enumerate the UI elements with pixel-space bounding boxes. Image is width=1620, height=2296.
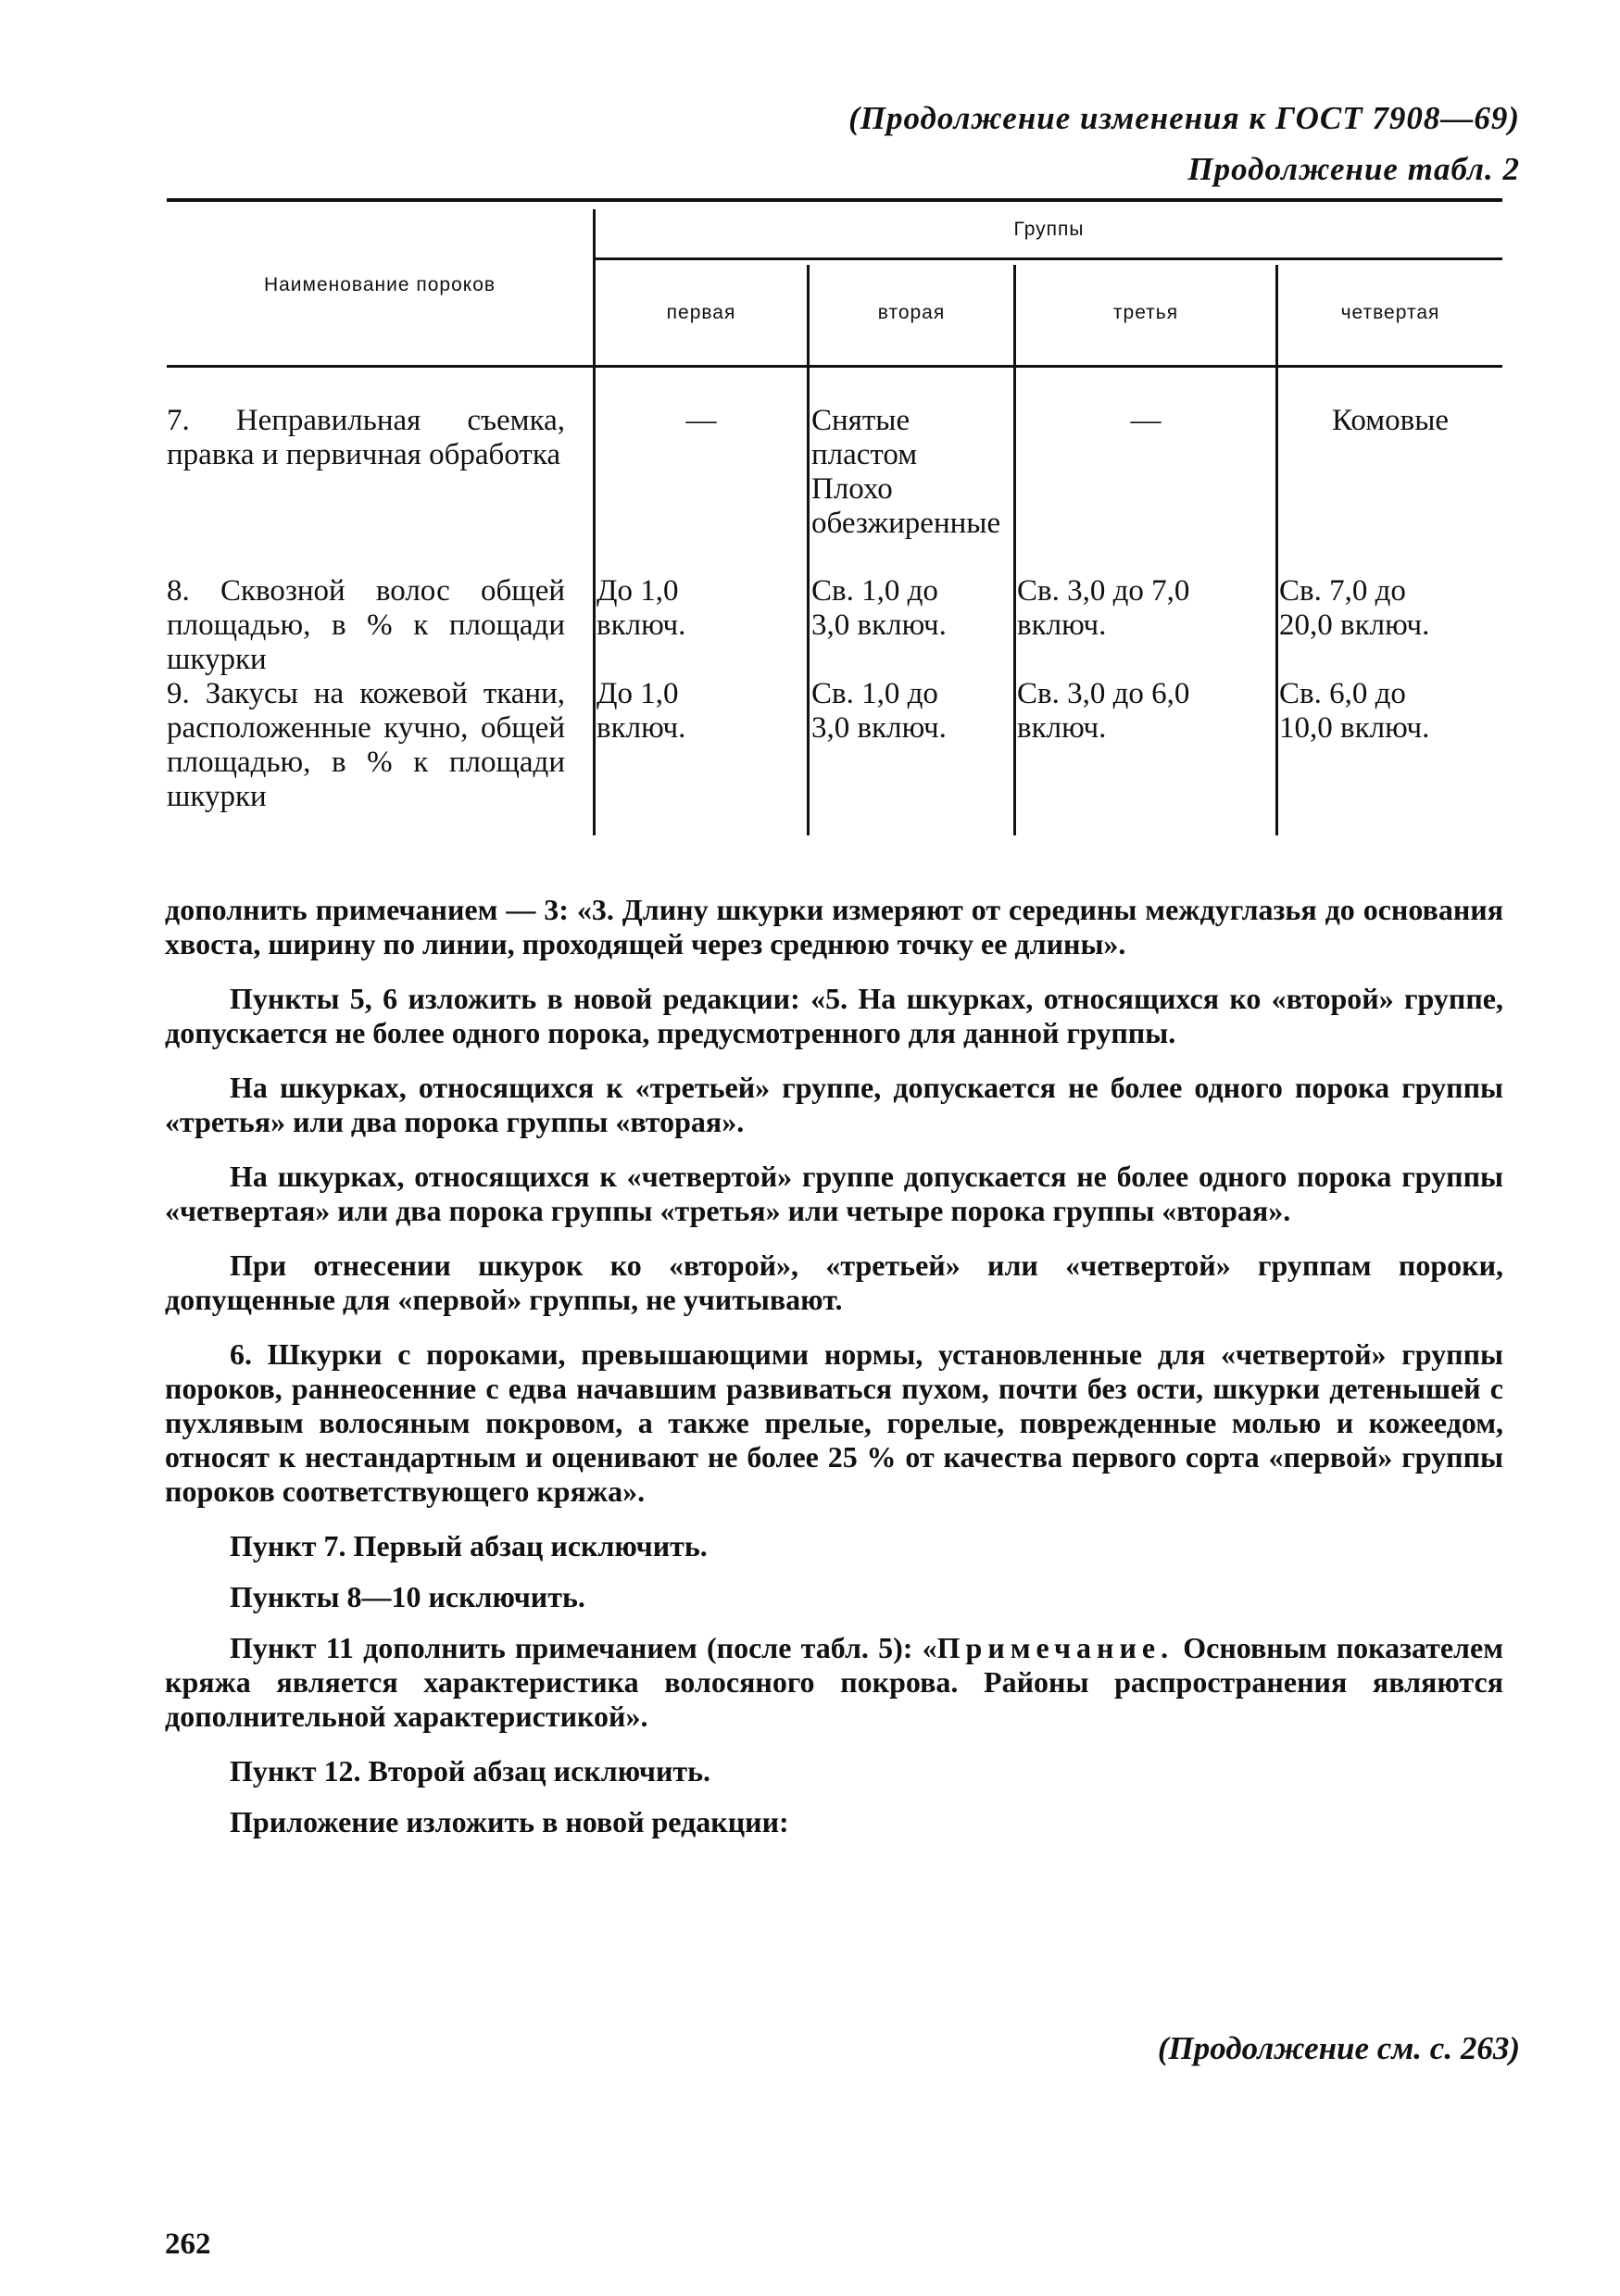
table-vline-3 <box>1013 265 1016 835</box>
col-header-group-2: вторая <box>877 302 946 323</box>
paragraph-items-8-10: Пункты 8—10 исключить. <box>230 1580 585 1613</box>
continuation-title: (Продолжение изменения к ГОСТ 7908—69) <box>848 100 1520 136</box>
table-continuation-label: Продолжение табл. 2 <box>1187 151 1520 187</box>
paragraph-item-11 <box>165 1631 1503 1734</box>
paragraph-first-group-defects: При отнесении шкурок ко «второй», «третьей» или «четвертой» группам пороки, допущенные для «первой» группы, не учитывают. <box>165 1248 1503 1316</box>
table-row-8-group-4: Св. 7,0 до 20,0 включ. <box>1279 574 1430 642</box>
table-row-7-group-4: Комовые <box>1331 404 1450 437</box>
paragraph-item-12: Пункт 12. Второй абзац исключить. <box>230 1754 711 1788</box>
paragraph-fourth-group: На шкурках, относящихся к «четвертой» группе допускается не более одного порока группы «четвертая» или два порока группы «третья» или четыре порока группы «вторая». <box>165 1160 1503 1227</box>
table-row-9-group-2: Св. 1,0 до 3,0 включ. <box>811 677 947 745</box>
note-label: Примечание. <box>936 1631 1174 1664</box>
continuation-footer: (Продолжение см. с. 263) <box>1157 2030 1520 2066</box>
table-row-8-group-3: Св. 3,0 до 7,0 включ. <box>1017 574 1190 642</box>
item-11-text-after: Основным показателем кряжа является характеристика волосяного покрова. Районы распространения являются дополнительной характеристикой». <box>165 1631 1504 1733</box>
table-vline-4 <box>1275 265 1278 835</box>
paragraph-note-3: дополнить примечанием — 3: «3. Длину шкурки измеряют от середины междуглазья до основания хвоста, ширину по линии, проходящей через среднюю точку ее длины». <box>165 893 1503 960</box>
col-header-group-4: четвертая <box>1340 302 1440 323</box>
table-row-9-group-1: До 1,0 включ. <box>597 677 686 745</box>
page-number: 262 <box>165 2227 211 2261</box>
paragraph-item-7: Пункт 7. Первый абзац исключить. <box>230 1529 708 1562</box>
table-row-8-group-2: Св. 1,0 до 3,0 включ. <box>811 574 947 642</box>
table-row-7-group-1: — <box>685 404 717 437</box>
table-top-rule <box>167 198 1502 202</box>
table-row-8-group-1: До 1,0 включ. <box>597 574 686 642</box>
paragraph-appendix: Приложение изложить в новой редакции: <box>230 1805 789 1838</box>
defects-table <box>167 198 1502 837</box>
table-row-7-group-2: Снятые пластом Плохо обезжиренные <box>811 404 1001 540</box>
table-row-9-name: 9. Закусы на кожевой ткани, расположенные кучно, общей площадью, в % к площади шкурки <box>167 677 565 813</box>
group-header-rule <box>593 257 1502 260</box>
table-row-7-name: 7. Неправильная съемка, правка и первичная обработка <box>167 404 565 471</box>
col-header-group-1: первая <box>666 302 736 323</box>
col-header-group-3: третья <box>1112 302 1179 323</box>
col-header-name: Наименование пороков <box>263 274 496 295</box>
paragraph-items-5-6: Пункты 5, 6 изложить в новой редакции: «5. На шкурках, относящихся ко «второй» группе, допускается не более одного порока, предусмотренного для данной группы. <box>165 982 1503 1049</box>
paragraph-item-6: 6. Шкурки с пороками, превышающими нормы, установленные для «четвертой» группы пороков, раннеосенние с едва начавшим развиваться пухом, почти без ости, шкурки детенышей с пухлявым волосяным покровом, а также прелые, горелые, поврежденные молью и кожеедом, относят к нестандартным и оценивают не более 25 % от качества первого сорта «первой» группы пороков соответствующего кряжа». <box>165 1337 1503 1508</box>
amendment-text <box>165 893 1503 1860</box>
item-11-text-before: Пункт 11 дополнить примечанием (после табл. 5): « <box>230 1631 937 1664</box>
table-row-8-name: 8. Сквозной волос общей площадью, в % к площади шкурки <box>167 574 565 676</box>
table-vline-2 <box>807 265 810 835</box>
paragraph-third-group: На шкурках, относящихся к «третьей» группе, допускается не более одного порока группы «третья» или два порока группы «вторая». <box>165 1071 1503 1138</box>
table-header-bottom-rule <box>167 365 1502 368</box>
table-row-9-group-4: Св. 6,0 до 10,0 включ. <box>1279 677 1430 745</box>
group-header: Группы <box>1013 219 1085 240</box>
table-row-7-group-3: — <box>1130 404 1162 437</box>
table-row-9-group-3: Св. 3,0 до 6,0 включ. <box>1017 677 1190 745</box>
